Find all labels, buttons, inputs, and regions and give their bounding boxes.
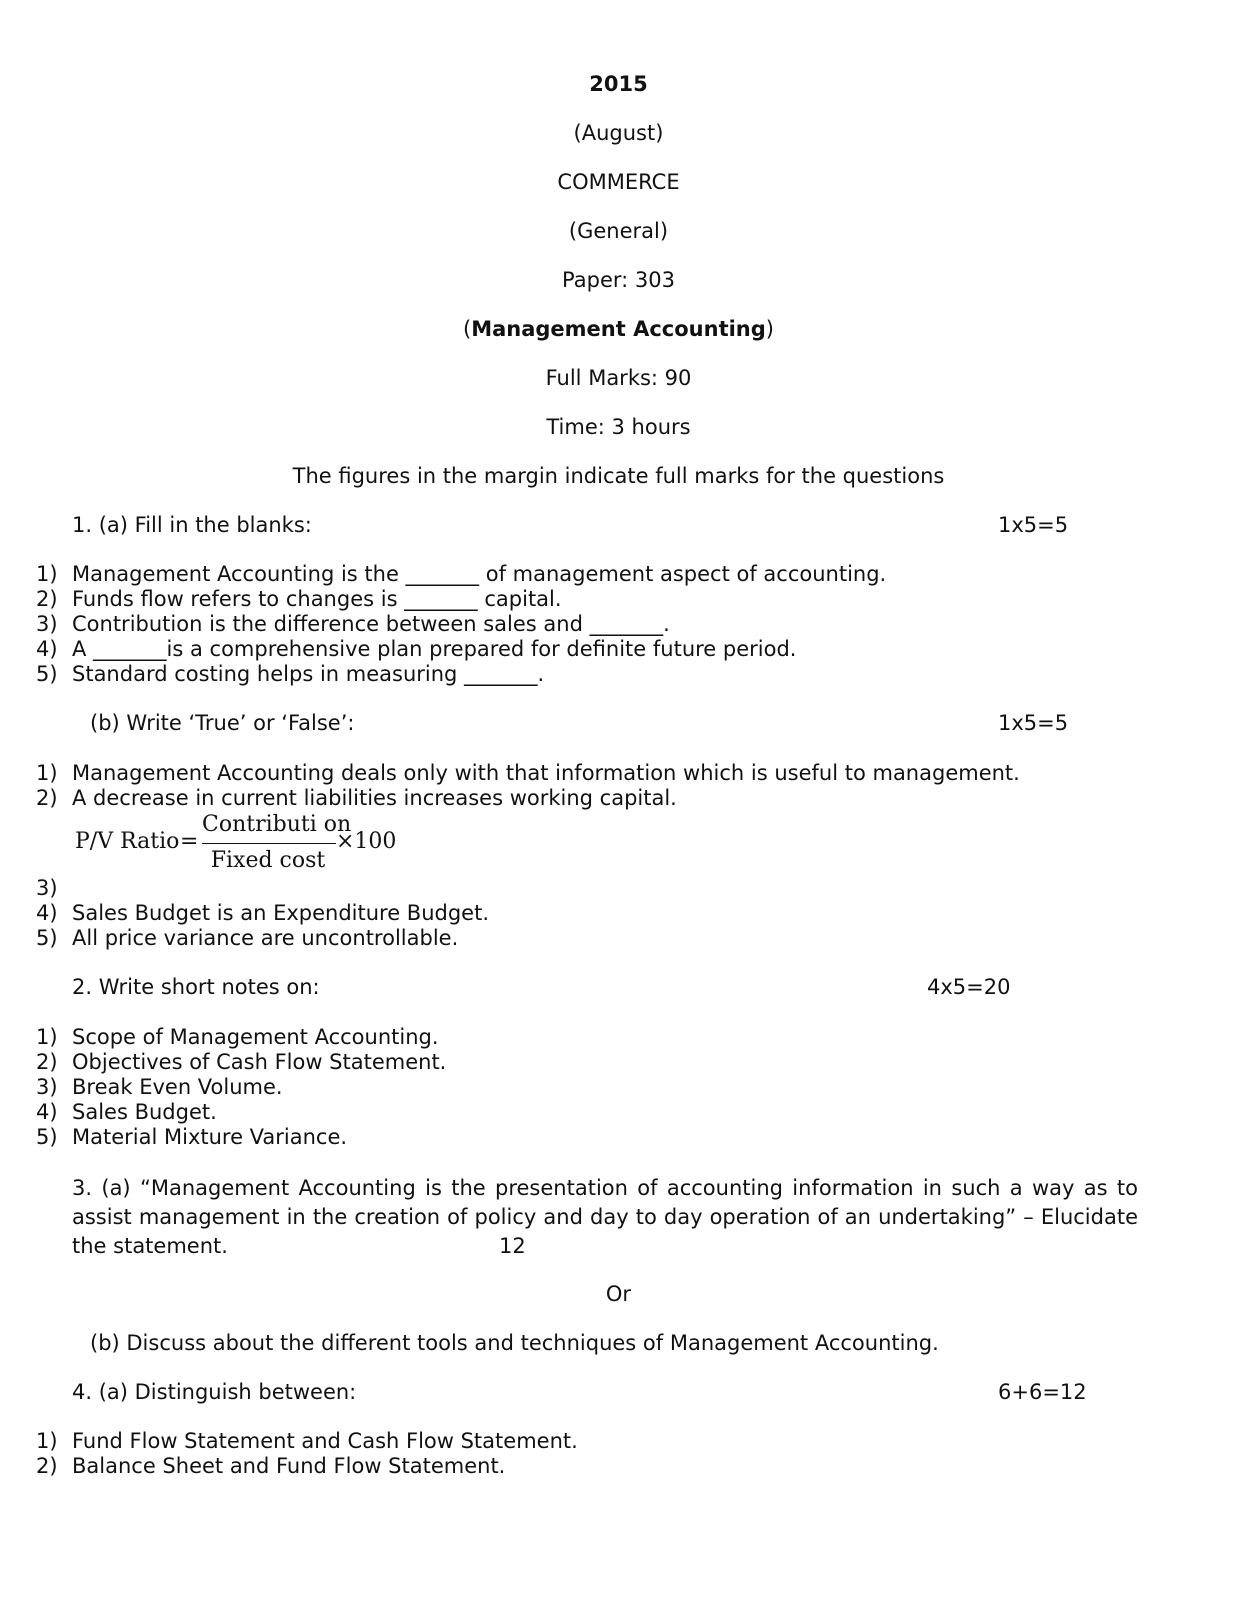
item-number: 4): [36, 901, 58, 925]
paper-title-text: Management Accounting: [471, 317, 766, 341]
q3a-text: 3. (a) “Management Accounting is the presentation of accounting information in such a way as to assist management in the creation of policy and day to day operation of an undertaking” – Elucidate the statement.: [72, 1176, 1138, 1258]
exam-year: 2015: [589, 72, 648, 96]
exam-month: (August): [573, 121, 664, 145]
formula-lhs: P/V Ratio: [75, 829, 180, 854]
item-number: 4): [36, 1100, 58, 1124]
list-item: [36, 1049, 446, 1075]
item-number: 1): [36, 562, 58, 586]
item-number: 5): [36, 662, 58, 686]
item-number: 5): [36, 926, 58, 950]
item-number: 1): [36, 761, 58, 785]
exam-paper: Paper: 303: [562, 268, 675, 292]
item-text: Scope of Management Accounting.: [72, 1025, 439, 1049]
list-item: [36, 1453, 505, 1479]
q3b-text: (b) Discuss about the different tools and techniques of Management Accounting.: [90, 1331, 939, 1355]
list-item: [36, 1099, 217, 1125]
q2-marks: 4x5=20: [927, 975, 1011, 999]
item-number: 3): [36, 876, 58, 900]
item-number: 1): [36, 1025, 58, 1049]
full-marks: Full Marks: 90: [545, 366, 692, 390]
list-item: [36, 1074, 283, 1100]
item-text: Standard costing helps in measuring _______.: [72, 662, 545, 686]
q4-marks: 6+6=12: [998, 1380, 1087, 1404]
fraction-bar: [202, 843, 336, 844]
q3a-marks: 12: [499, 1234, 526, 1258]
item-text: Sales Budget is an Expenditure Budget.: [72, 901, 490, 925]
item-number: 3): [36, 1075, 58, 1099]
list-item: [36, 1024, 439, 1050]
paper-title-open: (: [463, 317, 472, 341]
formula-numerator: Contributi on: [202, 812, 352, 837]
item-number: 2): [36, 786, 58, 810]
item-number: 2): [36, 587, 58, 611]
item-number: 2): [36, 1454, 58, 1478]
item-number: 4): [36, 637, 58, 661]
item-text: A decrease in current liabilities increases working capital.: [72, 786, 677, 810]
list-item: [36, 925, 458, 951]
formula-equals: =: [180, 829, 199, 854]
exam-subject: COMMERCE: [557, 170, 680, 194]
item-text: Material Mixture Variance.: [72, 1125, 348, 1149]
item-text: Management Accounting deals only with that information which is useful to management.: [72, 761, 1020, 785]
exam-time: Time: 3 hours: [546, 415, 691, 439]
list-item: [36, 760, 1020, 786]
item-number: 5): [36, 1125, 58, 1149]
q1a-heading: 1. (a) Fill in the blanks:: [72, 513, 312, 537]
item-text: Balance Sheet and Fund Flow Statement.: [72, 1454, 506, 1478]
list-item: [36, 1428, 578, 1454]
item-number: 3): [36, 612, 58, 636]
item-text: Break Even Volume.: [72, 1075, 283, 1099]
paper-title: [0, 316, 1237, 342]
q3-or: Or: [605, 1282, 632, 1306]
list-item: [36, 561, 886, 587]
list-item: [36, 636, 796, 662]
instruction: The figures in the margin indicate full marks for the questions: [292, 464, 945, 488]
list-item: [36, 1124, 347, 1150]
formula-denominator: Fixed cost: [210, 848, 326, 873]
list-item: [36, 586, 562, 612]
item-text: A _______is a comprehensive plan prepared for definite future period.: [72, 637, 797, 661]
item-text: Sales Budget.: [72, 1100, 217, 1124]
item-text: Fund Flow Statement and Cash Flow Statement.: [72, 1429, 578, 1453]
item-number: 2): [36, 1050, 58, 1074]
item-text: Contribution is the difference between sales and _______.: [72, 612, 670, 636]
q1b-marks: 1x5=5: [998, 711, 1069, 735]
exam-stream: (General): [568, 219, 669, 243]
item-text: Objectives of Cash Flow Statement.: [72, 1050, 447, 1074]
q2-heading: 2. Write short notes on:: [72, 975, 320, 999]
list-item: [36, 661, 544, 687]
q4-heading: 4. (a) Distinguish between:: [72, 1380, 357, 1404]
formula-multiplier: ×100: [336, 829, 397, 854]
q1b-heading: (b) Write ‘True’ or ‘False’:: [90, 711, 355, 735]
list-item: [36, 900, 489, 926]
item-text: All price variance are uncontrollable.: [72, 926, 459, 950]
item-text: Funds flow refers to changes is _______ capital.: [72, 587, 562, 611]
item-text: Management Accounting is the _______ of management aspect of accounting.: [72, 562, 887, 586]
list-item: [36, 611, 670, 637]
q1a-marks: 1x5=5: [998, 513, 1069, 537]
item-number: 1): [36, 1429, 58, 1453]
paper-title-close: ): [765, 317, 774, 341]
list-item: [36, 875, 72, 901]
list-item: [36, 785, 677, 811]
